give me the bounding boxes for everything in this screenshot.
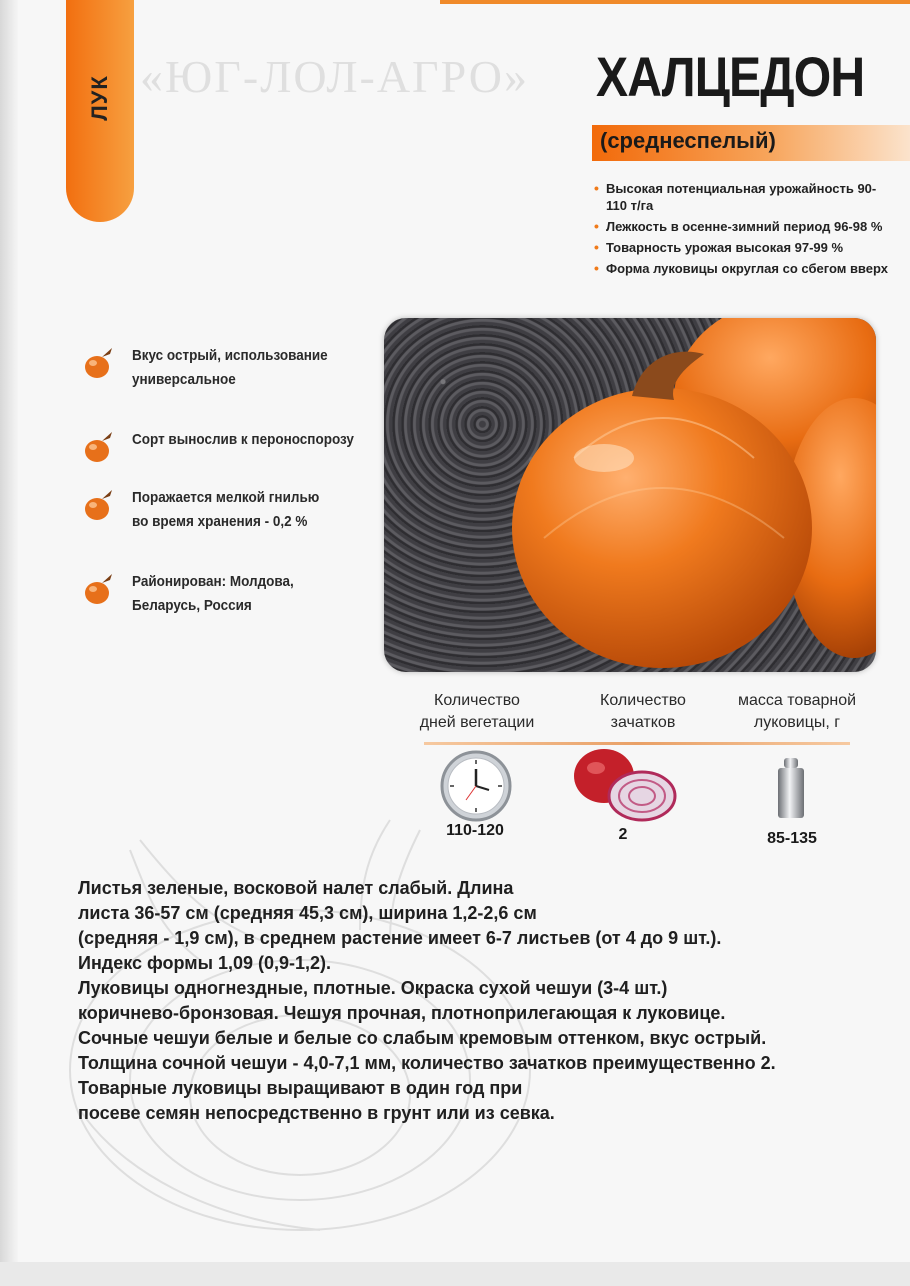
description-line: посеве семян непосредственно в грунт или из севка. [78,1103,555,1123]
stat-value-vegetation: 110-120 [446,822,504,839]
weight-icon [772,756,810,822]
small-onion-icon [82,346,118,380]
property-text: Сорт вынослив к пероноспорозу [132,431,354,448]
stat-label-vegetation: Количество дней вегетации [419,692,535,731]
page-bottom-band [0,1262,910,1286]
onion-photo-art [384,318,876,672]
feature-list [594,180,894,281]
feature-item: • Форма луковицы округлая со сбегом вверх [594,260,894,277]
property-item [82,570,382,630]
property-item [82,486,382,546]
stat-label-weight: масса товарной луковицы, г [737,692,857,731]
small-onion-icon [82,430,118,464]
description-line: Сочные чешуи белые и белые со слабым кремовым оттенком, вкус острый. [78,1028,767,1048]
stat-value-buds: 2 [618,826,628,843]
category-tab-label-box [66,58,134,138]
description-line: листа 36-57 см (средняя 45,3 см), ширина 1,2-2,6 см [78,903,537,923]
description-line: коричнево-бронзовая. Чешуя прочная, плотноприлегающая к луковице. [78,1003,726,1023]
top-accent-line [440,0,910,4]
stat-label-buds: Количество зачатков [600,692,686,731]
property-text: Вкус острый, использование универсальное [132,347,328,388]
page-binding-shadow [0,0,18,1286]
description-line: (средняя - 1,9 см), в среднем растение имеет 6-7 листьев (от 4 до 9 шт.). [78,928,722,948]
feature-item: • Высокая потенциальная урожайность 90-110 т/га [594,180,894,214]
description-line: Индекс формы 1,09 (0,9-1,2). [78,953,332,973]
property-text: Поражается мелкой гнилью во время хранения - 0,2 % [132,489,320,530]
description-line: Луковицы одногнездные, плотные. Окраска сухой чешуи (3-4 шт.) [78,978,668,998]
feature-item: • Товарность урожая высокая 97-99 % [594,239,894,256]
variety-title: ХАЛЦЕДОН [596,45,865,108]
small-onion-icon [82,572,118,606]
ripeness-label: (среднеспелый) [600,128,776,153]
description-line: Товарные луковицы выращивают в один год при [78,1078,523,1098]
property-item [82,428,382,488]
description-line: Листья зеленые, восковой налет слабый. Длина [78,878,514,898]
property-item [82,344,382,404]
onion-photo [384,318,876,672]
stat-value-weight: 85-135 [767,830,817,847]
feature-item: • Лежкость в осенне-зимний период 96-98 % [594,218,894,235]
description-block [78,876,908,1126]
category-tab-label: ЛУК [87,75,112,121]
description-line: Толщина сочной чешуи - 4,0-7,1 мм, количество зачатков преимущественно 2. [78,1053,776,1073]
watermark-text: «ЮГ-ЛОЛ-АГРО» [140,51,530,102]
small-onion-icon [82,488,118,522]
property-text: Районирован: Молдова, Беларусь, Россия [132,573,294,614]
